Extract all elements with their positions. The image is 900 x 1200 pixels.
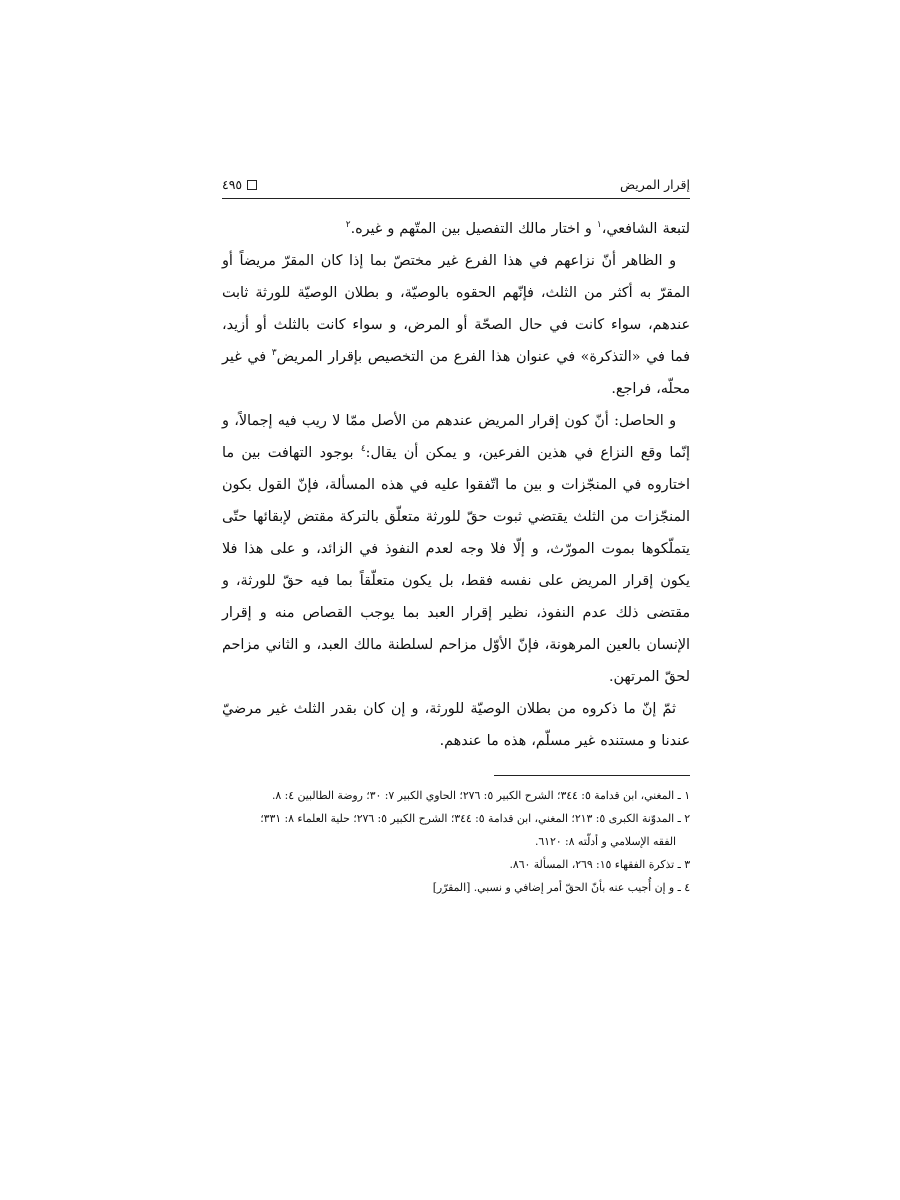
running-header — [222, 172, 690, 199]
footnote-separator — [494, 775, 690, 776]
page-number-group — [222, 176, 257, 194]
paragraph-2: و الظاهر أنّ نزاعهم في هذا الفرع غير مختصّ بما إذا كان المقرّ مريضاً أو المقرّ به أكثر من الثلث، فإنّهم الحقوه بالوصيّة، و بطلان الوصيّة للورثة ثابت عندهم، سواء كانت في حال الصحّة أو المرض، و سواء كانت بالثلث أو أزيد، فما في «التذكرة» في عنوان هذا الفرع من التخصيص بإقرار المريض$^٣$ في غير محلّه، فراجع. — [222, 253, 690, 397]
footnote-3: ٣ ـ تذكرة الفقهاء ١٥: ٢٦٩، المسألة ٨٦٠. — [509, 858, 690, 871]
footnote-ref-4: ٤ — [360, 444, 366, 454]
footnote-2: ٢ ـ المدوّنة الكبرى ٥: ٢١٣؛ المغني، ابن قدامة ٥: ٣٤٤؛ الشرح الكبير ٥: ٢٧٦؛ حلية العلماء ٨: ٣٣١؛ الفقه الإسلامي و أدلّته ٨: ٦١٢٠. — [260, 812, 690, 848]
footnotes — [222, 784, 690, 899]
footnote-4: ٤ ـ و إن أُجيب عنه بأنّ الحقّ أمر إضافي و نسبي. [المقرّر] — [432, 881, 690, 894]
footnote-ref-2: ٢ — [345, 220, 351, 230]
chapter-title: إقرار المريض — [619, 177, 690, 192]
main-text — [222, 213, 690, 757]
paragraph-3: و الحاصل: أنّ كون إقرار المريض عندهم من الأصل ممّا لا ريب فيه إجمالاً، و إنّما وقع النزاع في هذين الفرعين، و يمكن أن يقال:$^٤$ بوجود التهافت بين ما اختاروه في المنجّزات و بين ما اتّفقوا عليه في هذه المسألة، فإنّ القول بكون المنجّزات من الثلث يقتضي ثبوت حقّ للورثة متعلّق بالتركة مقتض لإبقائها حتّى يتملّكوها بموت المورّث، و إلّا فلا وجه لعدم النفوذ في الزائد، و على هذا فلا يكون إقرار المريض على نفسه فقط، بل يكون متعلّقاً بما فيه حقّ للورثة، و مقتضى ذلك عدم النفوذ، نظير إقرار العبد بما يوجب القصاص منه و إقرار الإنسان بالعين المرهونة، فإنّ الأوّل مزاحم لسلطنة مالك العبد، و الثاني مزاحم لحقّ المرتهن. — [222, 413, 690, 685]
footnote-ref-1: ١ — [596, 220, 602, 230]
footnote-1: ١ ـ المغني، ابن قدامة ٥: ٣٤٤؛ الشرح الكبير ٥: ٢٧٦؛ الحاوي الكبير ٧: ٣٠؛ روضة الطالبين ٤: ٨. — [271, 789, 690, 802]
paragraph-4: ثمّ إنّ ما ذكروه من بطلان الوصيّة للورثة، و إن كان بقدر الثلث غير مرضيّ عندنا و مستنده غير مسلّم، هذه ما عندهم. — [222, 701, 690, 749]
paragraph-1: لتبعة الشافعي،$^١$ و اختار مالك التفصيل بين المتّهم و غيره.$^٢$ — [345, 220, 690, 237]
square-box-icon — [247, 180, 257, 190]
book-page — [222, 172, 690, 899]
page-number: ٤٩٥ — [222, 177, 243, 192]
footnote-ref-3: ٣ — [271, 348, 277, 358]
